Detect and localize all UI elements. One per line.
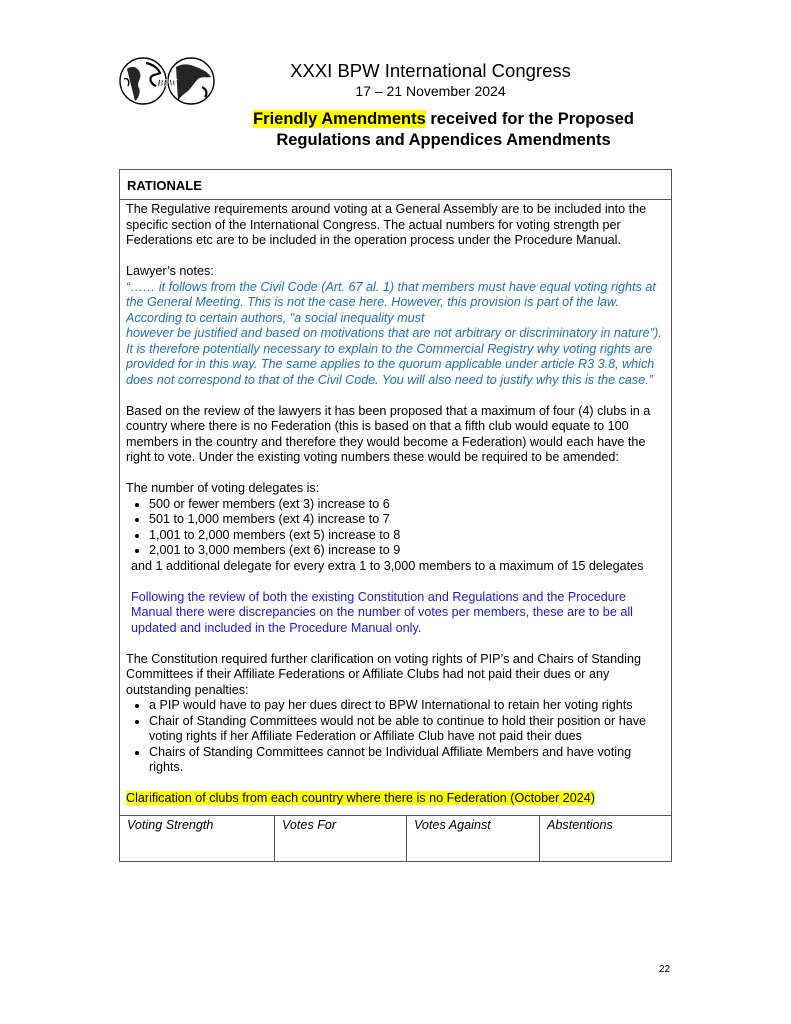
- voting-table-row: [120, 815, 671, 861]
- bpw-logo-text: BPW: [157, 78, 177, 88]
- page-number: 22: [659, 964, 671, 975]
- rationale-heading: RATIONALE: [120, 170, 671, 200]
- abstentions-header: Abstentions: [547, 817, 613, 832]
- votes-for-header: Votes For: [275, 816, 407, 861]
- congress-dates: 17 – 21 November 2024: [355, 83, 506, 99]
- pip-rules-list: [126, 698, 664, 776]
- votes-against-header: Votes Against: [407, 816, 540, 861]
- document-title-line1: [0, 109, 791, 130]
- clarification-highlight: Clarification of clubs from each country where there is no Federation (October 2024): [126, 791, 595, 805]
- list-item: • 1,001 to 2,000 members (ext 5) increase to 8: [149, 528, 664, 544]
- delegates-additional: and 1 additional delegate for every extra 1 to 3,000 members to a maximum of 15 delegates: [131, 558, 644, 573]
- list-item: • 501 to 1,000 members (ext 4) increase to 7: [149, 512, 664, 528]
- list-item: • a PIP would have to pay her dues direct to BPW International to retain her voting rights: [149, 698, 664, 714]
- document-title-line2: Regulations and Appendices Amendments: [276, 131, 611, 149]
- rationale-content: [120, 200, 671, 815]
- delegates-list: [126, 497, 664, 559]
- voting-strength-header: Voting Strength: [120, 816, 275, 861]
- list-item: • Chair of Standing Committees would not be able to continue to hold their position or have voting rights if her Affiliate Federation or Affiliate Club have not paid their dues: [149, 714, 664, 745]
- lawyers-quote-part-2: however be justified and based on motivations that are not arbitrary or discriminatory in nature"). It is therefore potentially necessary to explain to the Commercial Registry why voting rights are provided for in this way. The same applies to the quorum applicable under article R3 3.8, which does not correspond to that of the Civil Code. You will also need to justify why this is the case.”: [126, 326, 662, 387]
- list-item: • 500 or fewer members (ext 3) increase to 6: [149, 497, 664, 513]
- list-item: • Chairs of Standing Committees cannot be Individual Affiliate Members and have voting rights.: [149, 745, 664, 776]
- congress-title: XXXI BPW International Congress: [290, 60, 571, 81]
- lawyers-quote-part-1: “…… it follows from the Civil Code (Art. 67 al. 1) that members must have equal voting rights at the General Meeting. This is not the case here. However, this provision is part of the law. According to certain authors, "a social inequality must: [126, 279, 656, 325]
- list-item: • 2,001 to 3,000 members (ext 6) increase to 9: [149, 543, 664, 559]
- rationale-paragraph-2: Based on the review of the lawyers it has been proposed that a maximum of four (4) clubs in a country where there is no Federation (this is based on that a fifth club would equate to 100 members in the country and therefore they would become a Federation) would each have the right to vote. Under the existing voting numbers these would be required to be amended:: [126, 403, 651, 464]
- rationale-table: [119, 169, 672, 862]
- clarification-note: [126, 791, 664, 807]
- title-rest: received for the Proposed: [425, 110, 634, 128]
- procedure-manual-note: Following the review of both the existing Constitution and Regulations and the Procedure Manual there were discrepancies on the number of votes per members, these are to be all updated and included in the Procedure Manual only.: [131, 589, 633, 635]
- delegates-intro: The number of voting delegates is:: [126, 481, 320, 495]
- title-highlight: Friendly Amendments: [253, 110, 426, 128]
- document-title: [0, 109, 791, 151]
- lawyers-notes-label: Lawyer’s notes:: [126, 264, 214, 278]
- rationale-paragraph-3: The Constitution required further clarification on voting rights of PIP’s and Chairs of Standing Committees if their Affiliate Federations or Affiliate Clubs had not paid their dues or any outstanding penalties:: [126, 651, 641, 697]
- rationale-paragraph-1: The Regulative requirements around voting at a General Assembly are to be included into the specific section of the International Congress. The actual numbers for voting strength per Federations etc are to be included in the operation process under the Procedure Manual.: [126, 202, 647, 247]
